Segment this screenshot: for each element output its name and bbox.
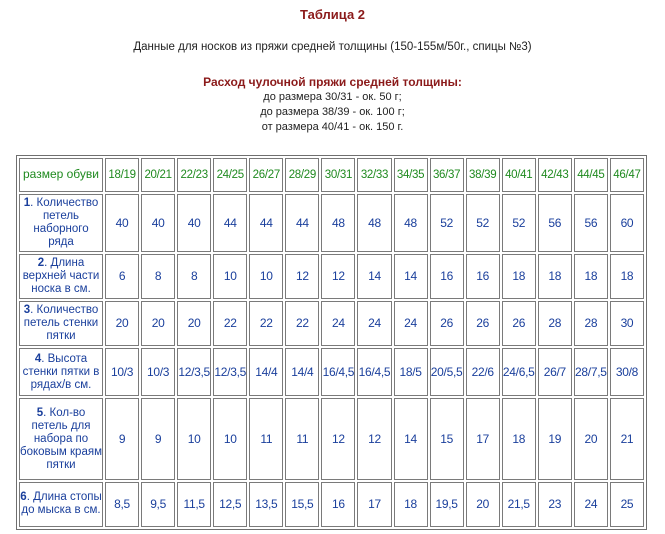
table-cell: 8	[177, 254, 211, 299]
table-cell: 18	[394, 482, 428, 527]
table-cell: 40	[105, 194, 139, 252]
table-cell: 12	[321, 398, 355, 479]
table-cell: 6	[105, 254, 139, 299]
table-cell: 18	[502, 254, 536, 299]
table-header-row	[19, 158, 644, 192]
table-cell: 10	[177, 398, 211, 479]
size-header-cell: 26/27	[249, 158, 283, 192]
size-header-cell: 24/25	[213, 158, 247, 192]
table-cell: 44	[249, 194, 283, 252]
table-cell: 10	[213, 254, 247, 299]
table-cell: 9	[105, 398, 139, 479]
table-cell: 17	[466, 398, 500, 479]
table-cell: 21,5	[502, 482, 536, 527]
table-cell: 14/4	[285, 348, 319, 396]
table-cell: 15	[430, 398, 464, 479]
table-cell: 26	[430, 301, 464, 346]
table-cell: 24	[321, 301, 355, 346]
row-label-text: . Длина верхней части носка в см.	[22, 256, 100, 295]
table-cell: 20	[466, 482, 500, 527]
row-number: 1	[23, 196, 31, 209]
table-cell: 52	[502, 194, 536, 252]
table-cell: 19,5	[430, 482, 464, 527]
row-label	[19, 254, 103, 299]
table-cell: 17	[357, 482, 391, 527]
table-cell: 16/4,5	[357, 348, 391, 396]
table-cell: 11	[249, 398, 283, 479]
consumption-line: до размера 30/31 - ок. 50 г;	[263, 91, 402, 103]
page-title: Таблица 2	[299, 7, 366, 22]
table-cell: 10	[249, 254, 283, 299]
table-cell: 11	[285, 398, 319, 479]
table-cell: 19	[538, 398, 572, 479]
table-cell: 26	[466, 301, 500, 346]
table-cell: 12	[285, 254, 319, 299]
table-cell: 8,5	[105, 482, 139, 527]
table-row	[19, 348, 644, 396]
row-number: 5	[36, 406, 44, 419]
table-cell: 18	[502, 398, 536, 479]
table-cell: 15,5	[285, 482, 319, 527]
row-number: 4	[34, 352, 42, 365]
table-cell: 28	[574, 301, 608, 346]
size-header-cell: 28/29	[285, 158, 319, 192]
consumption-line: от размера 40/41 - ок. 150 г.	[261, 121, 404, 133]
table-cell: 30	[610, 301, 644, 346]
table-row	[19, 194, 644, 252]
size-header-cell: 32/33	[357, 158, 391, 192]
table-cell: 18	[574, 254, 608, 299]
table-cell: 48	[321, 194, 355, 252]
table-cell: 8	[141, 254, 175, 299]
table-cell: 22	[213, 301, 247, 346]
table-row	[19, 398, 644, 479]
table-cell: 40	[177, 194, 211, 252]
table-cell: 20	[105, 301, 139, 346]
table-cell: 18	[538, 254, 572, 299]
table-cell: 22/6	[466, 348, 500, 396]
table-cell: 24	[357, 301, 391, 346]
table-cell: 10/3	[141, 348, 175, 396]
size-header-cell: 34/35	[394, 158, 428, 192]
table-row	[19, 254, 644, 299]
consumption-heading: Расход чулочной пряжи средней толщины:	[203, 75, 462, 89]
size-header-cell: 42/43	[538, 158, 572, 192]
table-cell: 12,5	[213, 482, 247, 527]
row-label	[19, 482, 103, 527]
table-cell: 12/3,5	[177, 348, 211, 396]
table-cell: 60	[610, 194, 644, 252]
table-cell: 56	[574, 194, 608, 252]
table-cell: 16	[321, 482, 355, 527]
table-cell: 14	[394, 254, 428, 299]
table-cell: 20	[141, 301, 175, 346]
table-cell: 48	[394, 194, 428, 252]
size-header-cell: 30/31	[321, 158, 355, 192]
size-header-cell: 36/37	[430, 158, 464, 192]
table-cell: 52	[466, 194, 500, 252]
table-cell: 20	[177, 301, 211, 346]
yarn-consumption	[0, 75, 665, 135]
row-label	[19, 348, 103, 396]
table-cell: 24/6,5	[502, 348, 536, 396]
size-column-header: размер обуви	[19, 158, 103, 192]
row-number: 6	[20, 491, 27, 504]
table-cell: 10	[213, 398, 247, 479]
size-header-cell: 46/47	[610, 158, 644, 192]
row-label	[19, 194, 103, 252]
table-cell: 16	[466, 254, 500, 299]
table-cell: 25	[610, 482, 644, 527]
table-cell: 9	[141, 398, 175, 479]
row-label-text: . Количество петель наборного ряда	[30, 196, 99, 248]
table-subtitle: Данные для носков из пряжи средней толщины (150-155м/50г., спицы №3)	[133, 41, 532, 53]
size-header-cell: 20/21	[141, 158, 175, 192]
table-cell: 18	[610, 254, 644, 299]
table-cell: 28	[538, 301, 572, 346]
table-cell: 12	[357, 398, 391, 479]
table-cell: 20	[574, 398, 608, 479]
size-header-cell: 18/19	[105, 158, 139, 192]
table-cell: 22	[249, 301, 283, 346]
table-cell: 24	[394, 301, 428, 346]
row-label-text: . Кол-во петель для набора по боковым краям пятки	[20, 406, 102, 471]
row-number: 2	[37, 256, 45, 269]
row-label	[19, 398, 103, 479]
table-cell: 12/3,5	[213, 348, 247, 396]
row-label-text: . Высота стенки пятки в рядах/в см.	[22, 352, 100, 391]
table-cell: 18/5	[394, 348, 428, 396]
table-cell: 9,5	[141, 482, 175, 527]
size-header-cell: 44/45	[574, 158, 608, 192]
table-cell: 21	[610, 398, 644, 479]
table-cell: 48	[357, 194, 391, 252]
table-cell: 24	[574, 482, 608, 527]
table-cell: 16/4,5	[321, 348, 355, 396]
table-cell: 23	[538, 482, 572, 527]
table-cell: 52	[430, 194, 464, 252]
table-cell: 40	[141, 194, 175, 252]
size-header-cell: 38/39	[466, 158, 500, 192]
table-cell: 16	[430, 254, 464, 299]
table-cell: 28/7,5	[574, 348, 608, 396]
table-cell: 12	[321, 254, 355, 299]
size-header-cell: 22/23	[177, 158, 211, 192]
table-cell: 14	[394, 398, 428, 479]
row-number: 3	[23, 303, 31, 316]
table-cell: 26	[502, 301, 536, 346]
row-label	[19, 301, 103, 346]
consumption-line: до размера 38/39 - ок. 100 г;	[260, 106, 405, 118]
table-cell: 14/4	[249, 348, 283, 396]
table-cell: 11,5	[177, 482, 211, 527]
table-row	[19, 482, 644, 527]
table-row	[19, 301, 644, 346]
row-label-text: . Длина стопы до мыска в см.	[21, 491, 102, 517]
table-cell: 26/7	[538, 348, 572, 396]
table-cell: 20/5,5	[430, 348, 464, 396]
table-cell: 10/3	[105, 348, 139, 396]
sock-size-table	[16, 155, 647, 530]
table-cell: 30/8	[610, 348, 644, 396]
table-cell: 44	[213, 194, 247, 252]
row-label-text: . Количество петель стенки пятки	[23, 303, 99, 342]
table-cell: 44	[285, 194, 319, 252]
table-cell: 14	[357, 254, 391, 299]
size-header-cell: 40/41	[502, 158, 536, 192]
table-cell: 56	[538, 194, 572, 252]
table-cell: 22	[285, 301, 319, 346]
table-cell: 13,5	[249, 482, 283, 527]
